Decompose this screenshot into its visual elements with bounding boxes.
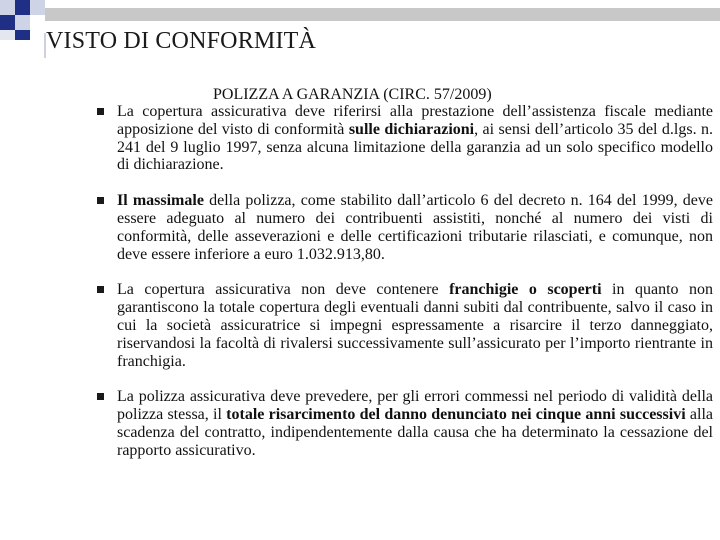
- bullet-text: [117, 103, 713, 174]
- bullet-item: [97, 192, 713, 263]
- bullet-text-emphasis: totale risarcimento del danno denunciato nei cinque anni successivi: [226, 406, 686, 424]
- bullet-text-part: La polizza assicurativa deve prevedere, per gli errori commessi nel periodo di validità della polizza stessa, il: [117, 388, 713, 424]
- deco-square-light: [15, 15, 30, 30]
- deco-square-white: [30, 15, 45, 30]
- deco-square-dark: [0, 15, 15, 30]
- deco-square-light: [30, 0, 45, 15]
- deco-square-dark: [15, 30, 30, 40]
- slide-title: VISTO DI CONFORMITÀ: [46, 28, 317, 54]
- bullet-item: [97, 281, 713, 370]
- bullet-text-part: della polizza, come stabilito dall’articolo 6 del decreto n. 164 del 1999, deve essere adeguato al numero dei contribuenti assistiti, nonché al numero dei visti di conformità, delle asseverazioni e delle certificazioni tributarie rilasciati, e comunque, non deve essere inferiore a euro 1.032.913,80.: [117, 192, 713, 263]
- bullet-text-part: in quanto non garantiscono la totale copertura degli eventuali danni subiti dal contribuente, salvo il caso in cui la società assicuratrice si impegni espressamente a risarcire il terzo danneggiato, riservandosi la facoltà di rivalersi successivamente sull’assicurato per l’importo rientrante in franchigia.: [117, 281, 713, 370]
- bullet-text-emphasis: sulle dichiarazioni: [348, 120, 475, 138]
- square-bullet-icon: [97, 108, 104, 115]
- bullet-text-emphasis: Il massimale: [117, 192, 204, 210]
- bullet-text: [117, 192, 713, 263]
- bullet-text: [117, 388, 713, 459]
- bullet-text: [117, 281, 713, 370]
- deco-square-light: [0, 30, 15, 40]
- square-bullet-icon: [97, 197, 104, 204]
- bullet-item: [97, 103, 713, 174]
- deco-square-light: [0, 0, 15, 15]
- bullet-text-part: , ai sensi dell’articolo 35 del d.lgs. n. 241 del 9 luglio 1997, senza alcuna limitazione della garanzia ad un solo specifico modello di dichiarazione.: [117, 120, 714, 174]
- deco-square-dark: [15, 0, 30, 15]
- bullet-item: [97, 388, 713, 459]
- square-bullet-icon: [97, 286, 104, 293]
- bullet-text-part: La copertura assicurativa non deve contenere: [117, 281, 450, 299]
- bullet-text-part: La copertura assicurativa deve riferirsi alla prestazione dell’assistenza fiscale mediante apposizione del visto di conformità: [117, 103, 713, 138]
- slide-subtitle: POLIZZA A GARANZIA (CIRC. 57/2009): [213, 86, 492, 103]
- square-bullet-icon: [97, 393, 104, 400]
- bullet-list: [97, 103, 713, 460]
- header-bar: [45, 8, 720, 21]
- bullet-text-emphasis: franchigie o scoperti: [449, 281, 602, 299]
- bullet-text-part: alla scadenza del contratto, indipendentemente dalla causa che ha determinato la cessazione del rapporto assicurativo.: [117, 406, 713, 459]
